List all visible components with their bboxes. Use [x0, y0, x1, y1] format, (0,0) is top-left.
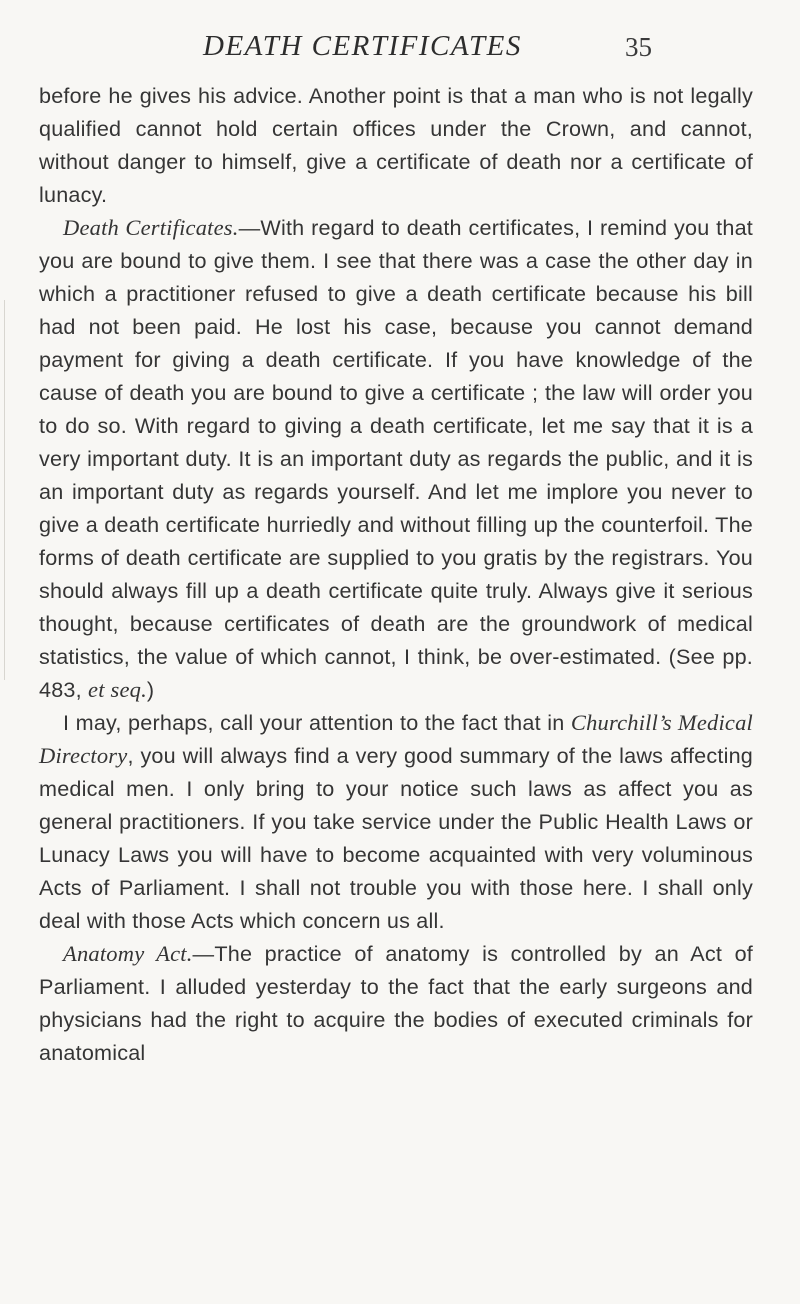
- paragraph-churchill-text-after: , you will always find a very good summary of the laws affecting medical men. I only bring to your notice such laws as affect you as general practitioners. If you take service under the Public Health Laws or Lunacy Laws you will have to become acquainted with very voluminous Acts of Parliament. I shall not trouble you with those here. I shall only deal with those Acts which concern us all.: [39, 743, 753, 933]
- paragraph-churchill-text-before: I may, perhaps, call your attention to the fact that in: [63, 710, 571, 735]
- paragraph-death-certificates-text: —With regard to death certificates, I remind you that you are bound to give them. I see that there was a case the other day in which a practitioner refused to give a death certificate because his bill had not been paid. He lost his case, because you cannot demand payment for giving a death certificate. If you have knowledge of the cause of death you are bound to give a certificate ; the law will order you to do so. With regard to giving a death certificate, let me say that it is a very important duty. It is an important duty as regards the public, and it is an important duty as regards yourself. And let me implore you never to give a death certificate hurriedly and without filling up the counterfoil. The forms of death certificate are supplied to you gratis by the registrars. You should always fill up a death certificate quite truly. Always give it serious thought, because certificates of death are the groundwork of medical statistics, the value of which cannot, I think, be over-estimated. (See pp. 483,: [39, 215, 753, 702]
- reference-close: ): [146, 677, 155, 702]
- section-heading-anatomy-act: Anatomy Act.: [63, 941, 193, 966]
- paragraph-intro: [39, 79, 753, 211]
- margin-shadow: [4, 300, 5, 680]
- running-title: DEATH CERTIFICATES: [203, 30, 522, 62]
- section-heading-death-certificates: Death Certificates.: [63, 215, 239, 240]
- reference-et-seq: et seq.: [88, 677, 147, 702]
- book-title-churchill: Churchill’s Medical Directory: [39, 710, 753, 768]
- running-head: [0, 30, 800, 70]
- page-number: 35: [625, 32, 652, 62]
- paragraph-intro-text: before he gives his advice. Another point is that a man who is not legally qualified cannot hold certain offices under the Crown, and cannot, without danger to himself, give a certificate of death nor a certificate of lunacy.: [39, 83, 753, 207]
- paragraph-anatomy-act-text: —The practice of anatomy is controlled by an Act of Parliament. I alluded yesterday to the fact that the early surgeons and physicians had the right to acquire the bodies of executed criminals for anatomical: [39, 941, 753, 1065]
- paragraph-death-certificates: [39, 211, 753, 706]
- paragraph-anatomy-act: [39, 937, 753, 1069]
- body-text: [39, 79, 753, 1069]
- paragraph-churchill: [39, 706, 753, 937]
